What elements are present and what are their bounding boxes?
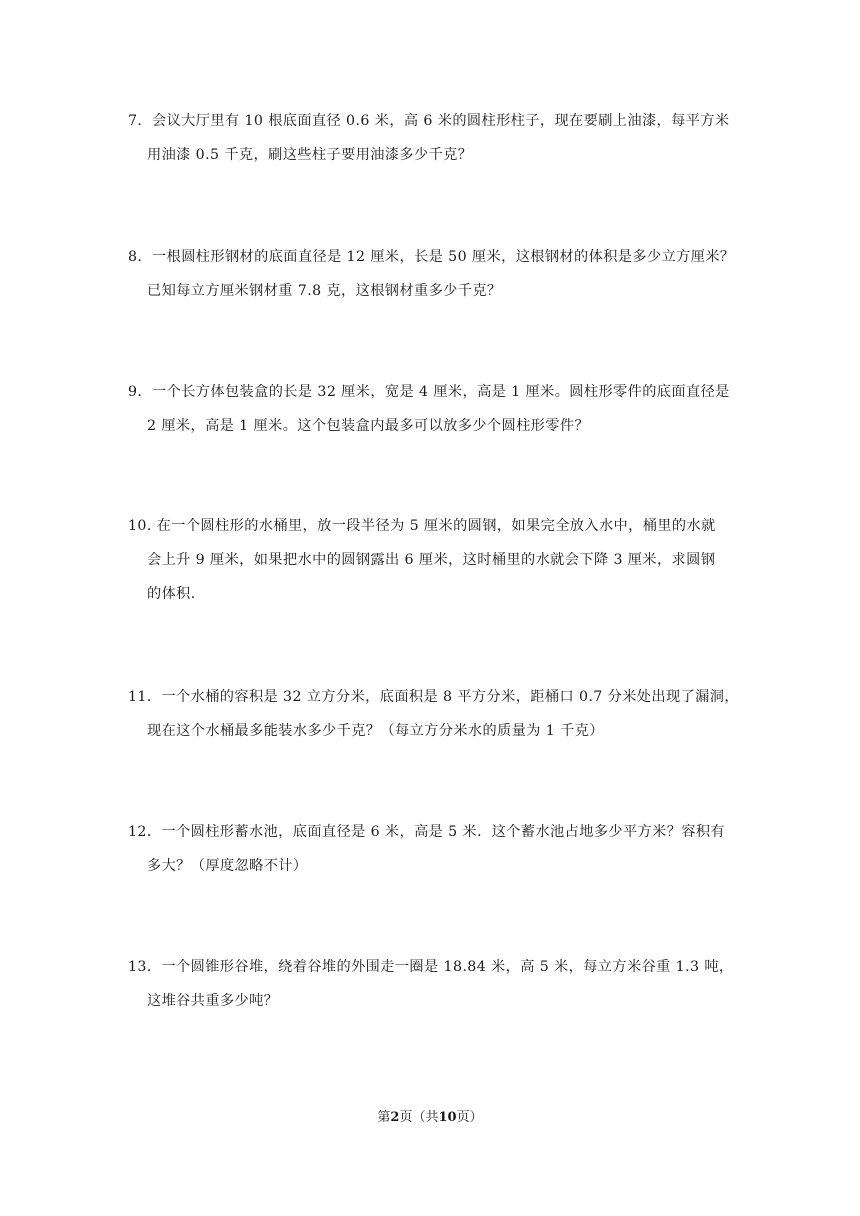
problem-text-line: 8．一根圆柱形钢材的底面直径是 12 厘米，长是 50 厘米，这根钢材的体积是多少立方厘米？: [128, 249, 735, 265]
problem-text-line: 10. 在一个圆柱形的水桶里，放一段半径为 5 厘米的圆钢，如果完全放入水中，桶里的水就: [128, 518, 716, 534]
problem-text-line: 现在这个水桶最多能装水多少千克？（每立方分米水的质量为 1 千克）: [147, 723, 604, 739]
problem-12: [128, 815, 734, 883]
problem-text-line: 多大？（厚度忽略不计）: [147, 858, 308, 874]
problem-7: [128, 104, 734, 172]
footer-prefix: 第: [377, 1110, 391, 1125]
problem-text-line: 12．一个圆柱形蓄水池，底面直径是 6 米，高是 5 米．这个蓄水池占地多少平方米？容积有: [128, 824, 726, 840]
problem-text-line: 已知每立方厘米钢材重 7.8 克，这根钢材重多少千克？: [147, 283, 502, 299]
problem-text-line: 的体积.: [147, 586, 196, 602]
problem-text-line: 用油漆 0.5 千克，刷这些柱子要用油漆多少千克？: [147, 147, 473, 163]
problem-text-line: 9．一个长方体包装盒的长是 32 厘米，宽是 4 厘米，高是 1 厘米。圆柱形零件的底面直径是: [128, 384, 730, 400]
footer-total-pages: 10: [438, 1110, 457, 1125]
footer-page-number: 2: [390, 1110, 400, 1125]
page-footer: [0, 1108, 860, 1128]
problem-text-line: 会上升 9 厘米，如果把水中的圆钢露出 6 厘米，这时桶里的水就会下降 3 厘米，求圆钢: [147, 552, 716, 568]
problem-9: [128, 375, 734, 443]
problem-text-line: 11．一个水桶的容积是 32 立方分米，底面积是 8 平方分米，距桶口 0.7 分米处出现了漏洞，: [128, 689, 739, 705]
problem-text-line: 2 厘米，高是 1 厘米。这个包装盒内最多可以放多少个圆柱形零件？: [147, 418, 590, 434]
problem-text-line: 这堆谷共重多少吨？: [147, 993, 279, 1009]
problem-13: [128, 950, 734, 1018]
footer-suffix: 页）: [456, 1110, 483, 1125]
footer-middle: 页（共: [399, 1110, 439, 1125]
problem-10: [128, 509, 734, 611]
problem-8: [128, 240, 734, 308]
problem-text-line: 13．一个圆锥形谷堆，绕着谷堆的外围走一圈是 18.84 米，高 5 米，每立方米谷重 1.3 吨，: [128, 959, 734, 975]
problem-11: [128, 680, 739, 748]
problem-text-line: 7．会议大厅里有 10 根底面直径 0.6 米，高 6 米的圆柱形柱子，现在要刷上油漆，每平方米: [128, 113, 730, 129]
